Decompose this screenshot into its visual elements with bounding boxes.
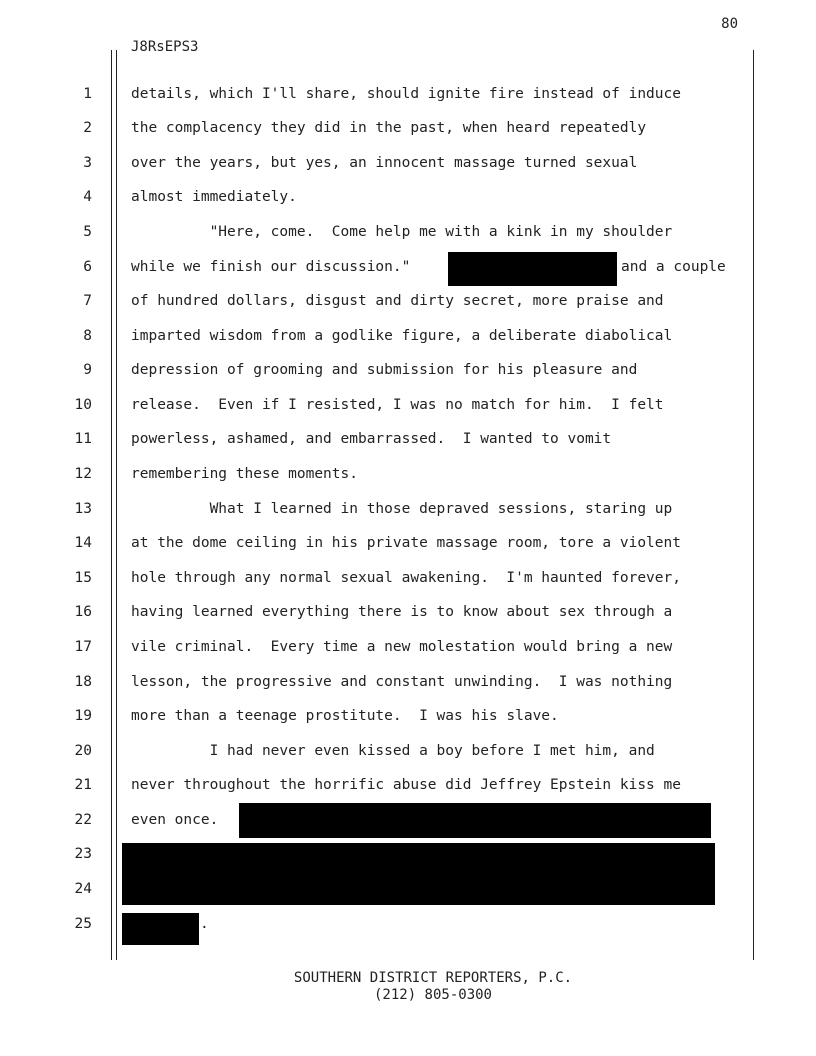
transcript-line: over the years, but yes, an innocent massage turned sexual: [131, 155, 638, 171]
line-number: 11: [74, 431, 92, 447]
transcript-line: powerless, ashamed, and embarrassed. I wanted to vomit: [131, 431, 612, 447]
line-number: 14: [74, 535, 92, 551]
transcript-line: "Here, come. Come help me with a kink in my shoulder: [131, 224, 673, 240]
left-margin-rule-outer: [111, 50, 112, 960]
line-number: 22: [74, 812, 92, 828]
line-number: 3: [83, 155, 92, 171]
transcript-line: the complacency they did in the past, when heard repeatedly: [131, 120, 647, 136]
transcript-line: remembering these moments.: [131, 466, 358, 482]
line-number: 9: [83, 362, 92, 378]
transcript-line: lesson, the progressive and constant unwinding. I was nothing: [131, 674, 673, 690]
transcript-line: depression of grooming and submission for his pleasure and: [131, 362, 638, 378]
line-number: 2: [83, 120, 92, 136]
line-number: 6: [83, 259, 92, 275]
page-number: 80: [721, 16, 738, 32]
line-number: 19: [74, 708, 92, 724]
line-number: 24: [74, 881, 92, 897]
transcript-line: details, which I'll share, should ignite fire instead of induce: [131, 86, 681, 102]
line-number: 16: [74, 604, 92, 620]
line-number: 12: [74, 466, 92, 482]
line-number: 13: [74, 501, 92, 517]
transcript-line: even once.: [131, 812, 219, 828]
redaction-box: [122, 843, 715, 905]
redaction-box: [239, 803, 711, 838]
transcript-line: hole through any normal sexual awakening. I'm haunted forever,: [131, 570, 681, 586]
line-number: 10: [74, 397, 92, 413]
right-margin-rule: [753, 50, 754, 960]
redaction-box: [122, 913, 199, 945]
left-margin-rule-inner: [116, 50, 117, 960]
footer-phone: (212) 805-0300: [373, 987, 492, 1003]
transcript-line: never throughout the horrific abuse did Jeffrey Epstein kiss me: [131, 777, 681, 793]
transcript-line: while we finish our discussion.": [131, 259, 411, 275]
line-number: 21: [74, 777, 92, 793]
transcript-line: vile criminal. Every time a new molestation would bring a new: [131, 639, 673, 655]
line-number: 5: [83, 224, 92, 240]
line-number: 18: [74, 674, 92, 690]
transcript-line: at the dome ceiling in his private massage room, tore a violent: [131, 535, 681, 551]
line-number: 23: [74, 846, 92, 862]
transcript-line-tail: and a couple: [621, 259, 726, 275]
line-number: 1: [83, 86, 92, 102]
transcript-line-tail: .: [200, 916, 209, 932]
line-number: 15: [74, 570, 92, 586]
case-id: J8RsEPS3: [131, 39, 199, 55]
line-number: 20: [74, 743, 92, 759]
redaction-box: [448, 252, 617, 286]
line-number: 17: [74, 639, 92, 655]
transcript-line: imparted wisdom from a godlike figure, a deliberate diabolical: [131, 328, 673, 344]
transcript-line: more than a teenage prostitute. I was his slave.: [131, 708, 559, 724]
line-number: 8: [83, 328, 92, 344]
transcript-line: almost immediately.: [131, 189, 297, 205]
transcript-line: having learned everything there is to know about sex through a: [131, 604, 673, 620]
line-number: 25: [74, 916, 92, 932]
line-number: 7: [83, 293, 92, 309]
transcript-line: release. Even if I resisted, I was no match for him. I felt: [131, 397, 664, 413]
transcript-line: of hundred dollars, disgust and dirty secret, more praise and: [131, 293, 664, 309]
footer-firm: SOUTHERN DISTRICT REPORTERS, P.C.: [293, 970, 573, 986]
transcript-line: I had never even kissed a boy before I met him, and: [131, 743, 655, 759]
line-number: 4: [83, 189, 92, 205]
transcript-line: What I learned in those depraved sessions, staring up: [131, 501, 673, 517]
